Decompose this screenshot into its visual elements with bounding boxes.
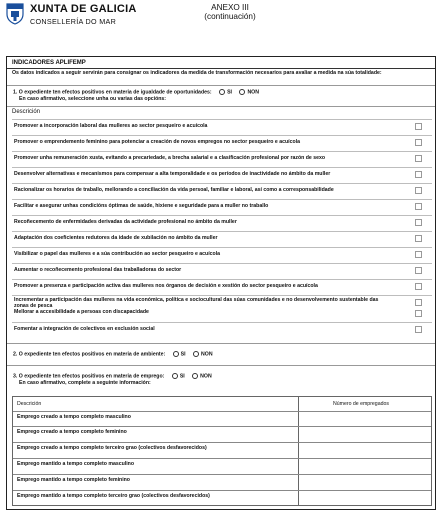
option-row bbox=[12, 168, 432, 183]
option-row bbox=[12, 248, 432, 263]
table-row-divider bbox=[13, 474, 431, 475]
option-checkbox[interactable] bbox=[415, 283, 422, 290]
org-name: XUNTA DE GALICIA bbox=[30, 3, 137, 15]
question-1-text: 1. O expediente ten efectos positivos en materia de igualdade de oportunidades: bbox=[13, 89, 212, 96]
option-checkbox[interactable] bbox=[415, 267, 422, 274]
option-row bbox=[12, 136, 432, 151]
q3-no-radio[interactable] bbox=[192, 373, 198, 379]
employment-row-label: Emprego creado a tempo completo masculino bbox=[17, 414, 131, 420]
option-checkbox[interactable] bbox=[415, 326, 422, 333]
table-column-divider bbox=[298, 397, 299, 505]
employment-col-count: Número de empregados bbox=[333, 401, 389, 407]
option-label: Promover unha remuneración xusta, evitando a precariedade, a brecha salarial e a clasificación profesional por razón de sexo bbox=[14, 155, 326, 161]
option-row bbox=[12, 152, 432, 167]
table-row-divider bbox=[13, 442, 431, 443]
q2-no-label: NON bbox=[201, 351, 213, 358]
employment-row-label: Emprego mantido a tempo completo masculino bbox=[17, 461, 135, 467]
divider bbox=[7, 106, 435, 107]
option-row bbox=[12, 120, 432, 135]
section-title: INDICADORES APLIFEMP bbox=[12, 60, 86, 66]
option-row bbox=[12, 280, 432, 295]
q2-yes-label: SI bbox=[180, 351, 186, 358]
question-3-text: 3. O expediente ten efectos positivos en materia de emprego: bbox=[13, 373, 165, 380]
annex-title: ANEXO III bbox=[211, 3, 249, 12]
xunta-shield-icon bbox=[6, 3, 24, 25]
q3-no-label: NON bbox=[200, 373, 212, 380]
question-1 bbox=[13, 89, 259, 96]
option-label: Recoñecemento de enfermidades derivadas da actividade profesional no ámbito da muller bbox=[14, 219, 237, 225]
option-label: Racionalizar os horarios de traballo, mellorando a conciliación da vida persoal, familiar e laboral, así como a corresponsabilidade bbox=[14, 187, 334, 193]
option-label: Mellorar a accesibilidade a persoas con discapacidade bbox=[14, 309, 149, 315]
q2-yes-radio[interactable] bbox=[173, 351, 179, 357]
employment-table bbox=[12, 396, 432, 506]
employment-row-label: Emprego mantido a tempo completo feminino bbox=[17, 477, 130, 483]
q3-yes-label: SI bbox=[179, 373, 185, 380]
option-checkbox[interactable] bbox=[415, 155, 422, 162]
option-label: Desenvolver alternativas e mecanismos para compensar a alta temporalidade e os períodos de inactividade no ámbito da muller bbox=[14, 171, 331, 177]
option-label: Visibilizar o papel das mulleres e a súa contribución ao sector pesqueiro e acuícola bbox=[14, 251, 221, 257]
question-2-text: 2. O expediente ten efectos positivos en materia de ambiente: bbox=[13, 351, 166, 358]
option-checkbox[interactable] bbox=[415, 310, 422, 317]
option-label: Adaptación dos coeficientes redutores da idade de xubilación no ámbito da muller bbox=[14, 235, 218, 241]
option-checkbox[interactable] bbox=[415, 251, 422, 258]
question-3 bbox=[13, 373, 212, 380]
option-checkbox[interactable] bbox=[415, 139, 422, 146]
question-3-sub: En caso afirmativo, complete a seguinte información: bbox=[19, 380, 151, 386]
q1-no-label: NON bbox=[247, 89, 259, 96]
q3-yes-radio[interactable] bbox=[172, 373, 178, 379]
divider bbox=[7, 343, 435, 344]
document-header bbox=[0, 0, 441, 50]
table-row-divider bbox=[13, 490, 431, 491]
option-label: Promover a presenza e participación activa das mulleres nos órganos de decisión e xestión do sector pesqueiro e acuícola bbox=[14, 283, 318, 289]
question-1-sub: En caso afirmativo, seleccione unha ou varias das opcións: bbox=[19, 96, 167, 102]
option-label: Incrementar a participación das mulleres na vida económica, política e sociocultural das súas comunidades e no desenvolvemento sustentable das zonas de pesca bbox=[14, 297, 379, 310]
option-row bbox=[12, 216, 432, 231]
q1-yes-label: SI bbox=[227, 89, 232, 96]
option-checkbox[interactable] bbox=[415, 219, 422, 226]
question-2 bbox=[13, 351, 213, 358]
table-row-divider bbox=[13, 411, 431, 412]
option-label: Promover o emprendemento feminino para potenciar a creación de novos empregos no sector pesqueiro e acuícola bbox=[14, 139, 300, 145]
option-label: Promover a incorporación laboral das mulleres ao sector pesqueiro e acuícola bbox=[14, 123, 208, 129]
divider bbox=[7, 365, 435, 366]
option-checkbox[interactable] bbox=[415, 235, 422, 242]
form-frame bbox=[6, 56, 436, 510]
option-row bbox=[12, 232, 432, 247]
annex-subtitle: (continuación) bbox=[204, 12, 256, 21]
description-header: Descrición bbox=[12, 109, 41, 115]
table-row-divider bbox=[13, 458, 431, 459]
option-row bbox=[12, 200, 432, 215]
option-label: Facilitar e asegurar unhas condicións óptimas de saúde, hixiene e seguridade para a muller no traballo bbox=[14, 203, 269, 209]
org-subname: CONSELLERÍA DO MAR bbox=[30, 17, 117, 26]
q1-no-radio[interactable] bbox=[239, 89, 245, 95]
divider bbox=[7, 85, 435, 86]
q2-no-radio[interactable] bbox=[193, 351, 199, 357]
divider bbox=[7, 68, 435, 69]
employment-col-description: Descrición bbox=[17, 401, 42, 407]
option-row bbox=[12, 323, 432, 338]
employment-row-label: Emprego mantido a tempo completo terceiro grao (colectivos desfavorecidos) bbox=[17, 493, 210, 499]
option-label: Aumentar o recoñecemento profesional das traballadoras do sector bbox=[14, 267, 182, 273]
employment-row-label: Emprego creado a tempo completo feminino bbox=[17, 429, 127, 435]
option-checkbox[interactable] bbox=[415, 123, 422, 130]
option-checkbox[interactable] bbox=[415, 203, 422, 210]
option-row bbox=[12, 184, 432, 199]
option-checkbox[interactable] bbox=[415, 171, 422, 178]
table-row-divider bbox=[13, 426, 431, 427]
option-checkbox[interactable] bbox=[415, 299, 422, 306]
employment-row-label: Emprego creado a tempo completo terceiro grao (colectivos desfavorecidos) bbox=[17, 445, 207, 451]
section-intro: Os datos indicados a seguir servirán para consignar os indicadores da medida de transformación necesarios para avaliar a medida na súa totalidade: bbox=[12, 70, 382, 76]
option-label: Fomentar a integración de colectivos en exclusión social bbox=[14, 326, 155, 332]
option-row bbox=[12, 309, 432, 321]
option-checkbox[interactable] bbox=[415, 187, 422, 194]
option-row bbox=[12, 264, 432, 279]
q1-yes-radio[interactable] bbox=[219, 89, 225, 95]
